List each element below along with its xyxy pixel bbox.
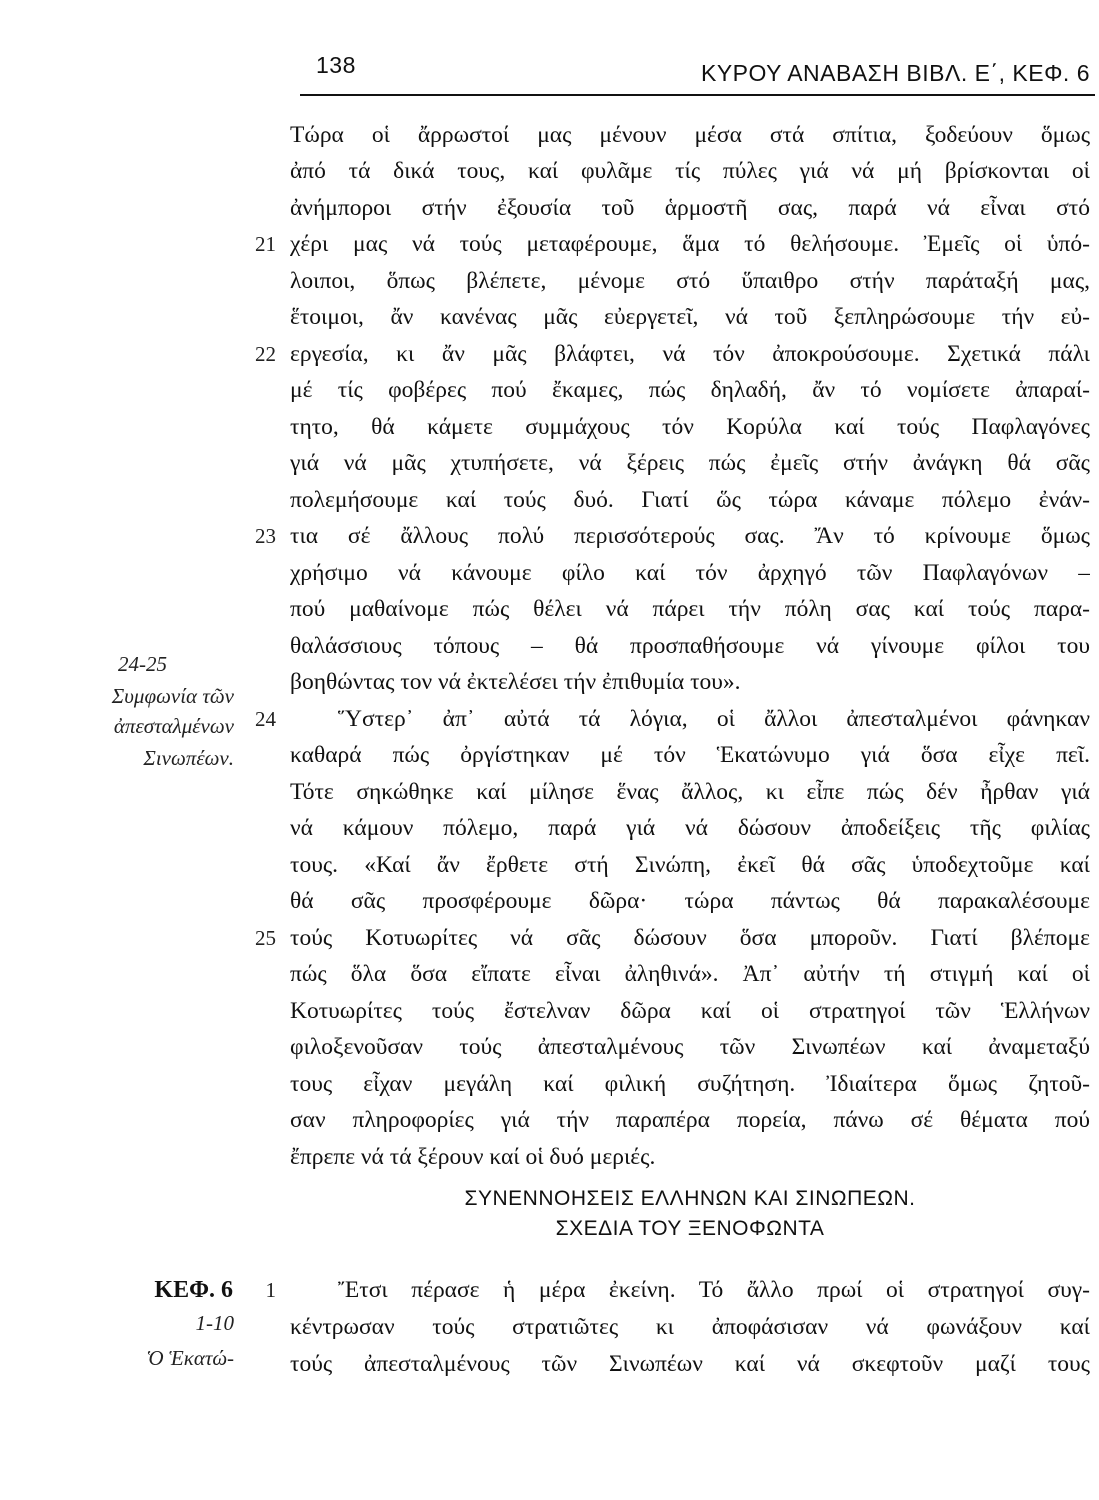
text-line: ἔπρεπε νά τά ξέρουν καί οἱ δυό μεριές. [290, 1144, 656, 1170]
text-line: εργεσία, κι ἄν μᾶς βλάφτει, νά τόν ἀποκρούσουμε. Σχετικά πάλι [290, 341, 1090, 367]
text-line: μέ τίς φοβέρες πού ἔκαμες, πώς δηλαδή, ἄν τό νομίσετε ἀπαραί- [290, 377, 1090, 403]
text-line: Ὕστερ᾽ ἀπ᾽ αὐτά τά λόγια, οἱ ἄλλοι ἀπεσταλμένοι φάνηκαν [338, 706, 1090, 732]
line-number: 21 [255, 232, 276, 256]
sidenote-line: Σινωπέων. [143, 746, 234, 770]
text-line: νά κάμουν πόλεμο, παρά γιά νά δώσουν ἀποδείξεις τῆς φιλίας [290, 815, 1090, 841]
text-line: τους. «Καί ἄν ἔρθετε στή Σινώπη, ἐκεῖ θά σᾶς ὑποδεχτοῦμε καί [290, 852, 1090, 878]
text-line: χρήσιμο νά κάνουμε φίλο καί τόν ἀρχηγό τῶν Παφλαγόνων – [290, 560, 1090, 586]
section-heading: ΣΧΕΔΙΑ ΤΟΥ ΞΕΝΟΦΩΝΤΑ [555, 1217, 825, 1240]
text-line: τητο, θά κάμετε συμμάχους τόν Κορύλα καί τούς Παφλαγόνες [290, 414, 1090, 440]
header-rule [300, 94, 1095, 96]
text-line: φιλοξενοῦσαν τούς ἀπεσταλμένους τῶν Σινωπέων καί ἀναμεταξύ [290, 1034, 1090, 1060]
text-line: τούς Κοτυωρίτες νά σᾶς δώσουν ὅσα μποροῦν. Γιατί βλέπομε [290, 925, 1090, 951]
line-number: 22 [255, 342, 276, 366]
text-line: χέρι μας νά τούς μεταφέρουμε, ἅμα τό θελήσουμε. Ἐμεῖς οἱ ὑπό- [290, 231, 1090, 257]
text-line: ἕτοιμοι, ἄν κανένας μᾶς εὐεργετεῖ, νά τοῦ ξεπληρώσουμε τήν εὐ- [290, 304, 1090, 330]
text-line: πού μαθαίνομε πώς θέλει νά πάρει τήν πόλη σας καί τούς παρα- [290, 596, 1090, 622]
text-line: ἀπό τά δικά τους, καί φυλᾶμε τίς πύλες γιά νά μή βρίσκονται οἱ [290, 158, 1090, 184]
text-line: λοιποι, ὅπως βλέπετε, μένομε στό ὕπαιθρο στήν παράταξή μας, [290, 268, 1090, 294]
text-line: Τώρα οἱ ἄρρωστοί μας μένουν μέσα στά σπίτια, ξοδεύουν ὅμως [290, 122, 1090, 148]
text-line: καθαρά πώς ὀργίστηκαν μέ τόν Ἑκατώνυμο γιά ὅσα εἶχε πεῖ. [290, 742, 1090, 768]
text-line: γιά νά μᾶς χτυπήσετε, νά ξέρεις πώς ἐμεῖς στήν ἀνάγκη θά σᾶς [290, 450, 1090, 476]
line-number: 24 [255, 707, 276, 731]
text-line: τούς ἀπεσταλμένους τῶν Σινωπέων καί νά σκεφτοῦν μαζί τους [290, 1351, 1090, 1377]
sidenote-range: 24-25 [118, 652, 167, 676]
chapter-note: Ὁ Ἑκατώ- [146, 1346, 234, 1370]
text-line: θά σᾶς προσφέρουμε δῶρα· τώρα πάντως θά παρακαλέσουμε [290, 888, 1090, 914]
line-number: 23 [255, 524, 276, 548]
text-line: Ἔτσι πέρασε ἡ μέρα ἐκείνη. Τό ἄλλο πρωί οἱ στρατηγοί συγ- [338, 1277, 1090, 1303]
text-line: σαν πληροφορίες γιά τήν παραπέρα πορεία, πάνω σέ θέματα πού [290, 1107, 1090, 1133]
text-line: θαλάσσιους τόπους – θά προσπαθήσουμε νά γίνουμε φίλοι του [290, 633, 1090, 659]
text-line: τια σέ ἄλλους πολύ περισσότερούς σας. Ἄν τό κρίνουμε ὅμως [290, 523, 1090, 549]
line-number: 25 [255, 926, 276, 950]
text-line: πώς ὅλα ὅσα εἴπατε εἶναι ἀληθινά». Ἀπ᾽ αὐτήν τή στιγμή καί οἱ [290, 961, 1090, 987]
page-number: 138 [316, 52, 356, 78]
text-line: ἀνήμποροι στήν ἐξουσία τοῦ ἁρμοστῆ σας, παρά νά εἶναι στό [290, 195, 1090, 221]
text-line: βοηθώντας τον νά ἐκτελέσει τήν ἐπιθυμία του». [290, 669, 741, 695]
text-line: κέντρωσαν τούς στρατιῶτες κι ἀποφάσισαν νά φωνάξουν καί [290, 1314, 1090, 1340]
chapter-range: 1-10 [195, 1311, 234, 1335]
section-heading: ΣΥΝΕΝΝΟΗΣΕΙΣ ΕΛΛΗΝΩΝ ΚΑΙ ΣΙΝΩΠΕΩΝ. [464, 1187, 916, 1210]
running-title: ΚΥΡΟΥ ΑΝΑΒΑΣΗ ΒΙΒΛ. Ε΄, ΚΕΦ. 6 [700, 60, 1090, 86]
text-line: Τότε σηκώθηκε καί μίλησε ἕνας ἄλλος, κι εἶπε πώς δέν ἦρθαν γιά [290, 779, 1090, 805]
sidenote-line: ἀπεσταλμένων [113, 714, 234, 738]
chapter-label: ΚΕΦ. 6 [154, 1277, 233, 1303]
line-number: 1 [265, 1278, 276, 1302]
sidenote-line: Συμφωνία τῶν [111, 684, 234, 708]
text-line: Κοτυωρίτες τούς ἔστελναν δῶρα καί οἱ στρατηγοί τῶν Ἑλλήνων [290, 998, 1090, 1024]
text-line: πολεμήσουμε καί τούς δυό. Γιατί ὥς τώρα κάναμε πόλεμο ἐνάν- [290, 487, 1090, 513]
page-header [300, 52, 1095, 92]
text-line: τους εἶχαν μεγάλη καί φιλική συζήτηση. Ἰδιαίτερα ὅμως ζητοῦ- [290, 1071, 1090, 1097]
